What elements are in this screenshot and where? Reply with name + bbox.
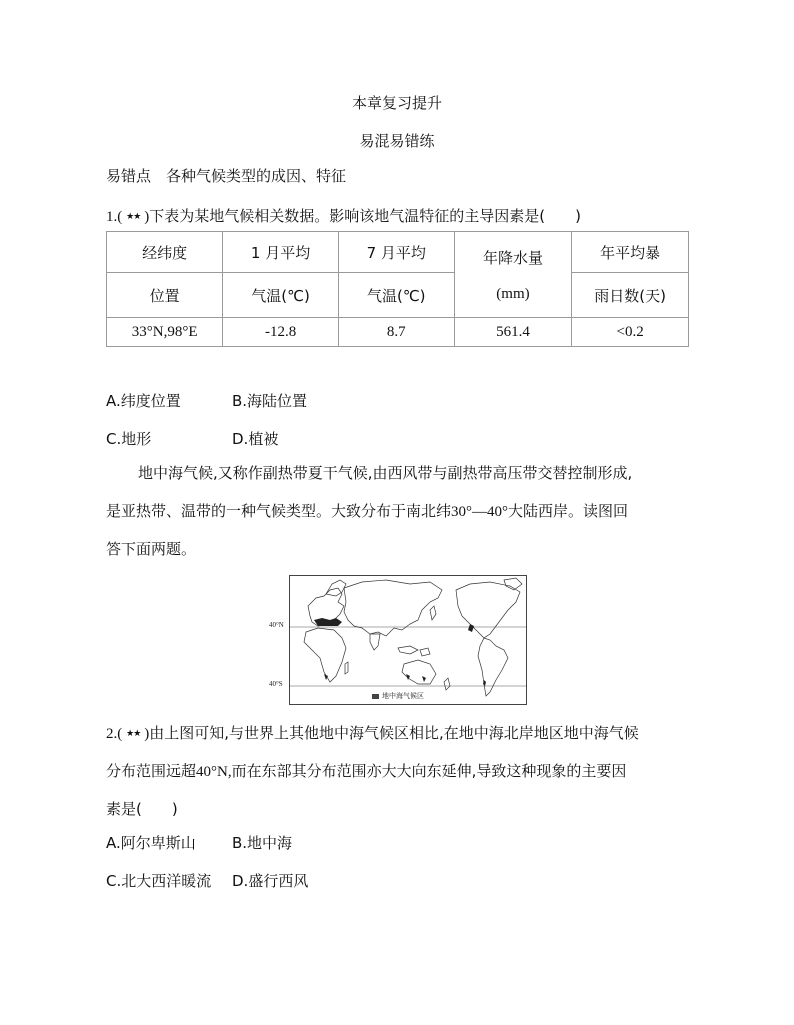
legend-label: 地中海气候区 [382, 692, 424, 700]
table-cell: -12.8 [223, 318, 339, 347]
north-america-landmass [456, 582, 520, 638]
table-header-line: (mm) [496, 285, 530, 302]
asia-landmass [344, 580, 442, 636]
passage-text: 是亚热带、温带的一种气候类型。大致分布于南北纬 [106, 502, 452, 520]
legend-swatch [372, 694, 379, 699]
climate-data-table [106, 231, 689, 347]
table-header-cell: 气温(℃) [223, 273, 339, 318]
difficulty-star-icon: ★★ [126, 212, 141, 222]
mediterranean-zone-europe [314, 618, 342, 626]
difficulty-star-icon: ★★ [126, 729, 141, 739]
latitude-range: 30°—40° [451, 504, 509, 520]
q2-option-c[interactable]: C.北大西洋暖流 [106, 872, 212, 890]
q1-option-a[interactable]: A.纬度位置 [106, 392, 181, 410]
table-cell: 561.4 [454, 318, 572, 347]
africa-landmass [304, 628, 346, 682]
table-header-line: 年降水量 [482, 248, 543, 267]
question-text: 分布范围远超 [106, 762, 197, 780]
q2-option-d[interactable]: D.盛行西风 [232, 872, 309, 890]
q1-option-b[interactable]: B.海陆位置 [232, 392, 308, 410]
question-number: 1.( [106, 209, 123, 225]
passage-line: 地中海气候,又称作副热带夏干气候,由西风带与副热带高压带交替控制形成, [138, 464, 633, 482]
table-header-cell: 年平均暴 [572, 232, 689, 273]
table-cell: 33°N,98°E [107, 318, 223, 347]
question-2-line [106, 760, 626, 781]
q1-option-c[interactable]: C.地形 [106, 430, 152, 448]
mediterranean-zone-australia [406, 674, 426, 682]
table-header-cell [454, 232, 572, 318]
mediterranean-zone-california [468, 624, 474, 632]
section-subtitle: 易混易错练 [359, 132, 435, 150]
q2-option-b[interactable]: B.地中海 [232, 834, 293, 852]
table-cell: <0.2 [572, 318, 689, 347]
table-header-cell: 气温(℃) [338, 273, 454, 318]
world-map-svg [290, 576, 526, 704]
question-number-close: ) [144, 209, 150, 225]
india-landmass [370, 634, 380, 650]
question-2-line [106, 722, 639, 743]
question-text: 而在东部其分布范围亦大大向东延伸,导致这种现象的主要因 [231, 762, 627, 780]
passage-line: 答下面两题。 [106, 540, 197, 558]
question-1-stem [106, 205, 581, 226]
table-header-cell: 雨日数(天) [572, 273, 689, 318]
madagascar-landmass [345, 662, 348, 674]
question-text: 由上图可知,与世界上其他地中海气候区相比,在地中海北岸地区地中海气候 [149, 724, 639, 742]
question-number: 2.( [106, 726, 123, 742]
indonesia-islands [398, 646, 430, 656]
japan-islands [430, 606, 436, 620]
question-2-line: 素是( ) [106, 800, 178, 818]
error-point-heading: 易错点 各种气候类型的成因、特征 [106, 167, 347, 185]
australia-landmass [402, 660, 436, 684]
lat-label-south: 40°S [269, 680, 283, 688]
q1-option-d[interactable]: D.植被 [232, 430, 279, 448]
table-header-cell: 经纬度 [107, 232, 223, 273]
table-header-cell: 1 月平均 [223, 232, 339, 273]
lat-label-north: 40°N [269, 621, 284, 629]
new-zealand-islands [444, 678, 450, 690]
q2-option-a[interactable]: A.阿尔卑斯山 [106, 834, 196, 852]
question-number-close: ) [144, 726, 150, 742]
world-map-figure [289, 575, 527, 705]
table-cell: 8.7 [338, 318, 454, 347]
question-text: 下表为某地气候相关数据。影响该地气温特征的主导因素是( ) [149, 207, 581, 225]
latitude-value: 40°N, [196, 764, 232, 780]
passage-line [106, 500, 628, 521]
passage-text: 大陆西岸。读图回 [508, 502, 629, 520]
page-title: 本章复习提升 [351, 94, 442, 112]
table-header-cell: 位置 [107, 273, 223, 318]
table-header-cell: 7 月平均 [338, 232, 454, 273]
scandinavia-landmass [326, 580, 346, 596]
south-america-landmass [478, 638, 508, 696]
